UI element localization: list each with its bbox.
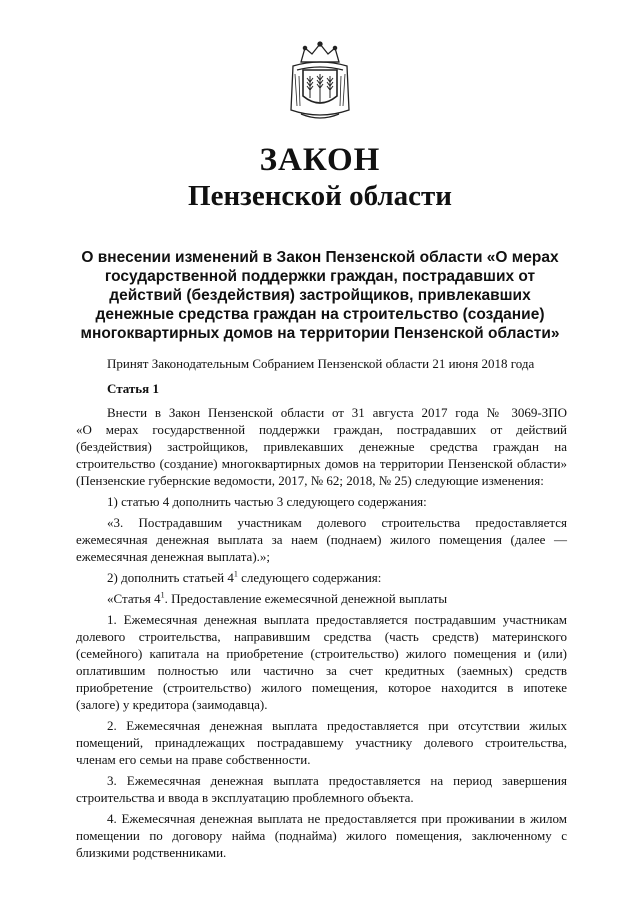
text-line: 2. Ежемесячная денежная выплата предоставляется при отсутствии жилых <box>107 718 567 733</box>
heading-line: государственной поддержки граждан, пострадавших от <box>104 268 536 285</box>
law-heading <box>80 248 560 343</box>
heading-line: многоквартирных домов на территории Пензенской области» <box>80 325 560 342</box>
article-body <box>76 404 567 861</box>
article-intro <box>76 404 567 489</box>
text-line: приобретение (строительство) жилого помещения, которое находится в ипотеке <box>76 680 567 695</box>
superscript: 1 <box>233 569 238 579</box>
document-title: ЗАКОН <box>259 142 381 178</box>
paragraph-3 <box>76 772 567 806</box>
text-line: долевого строительства, направившим средства (часть средств) материнского <box>76 629 567 644</box>
text-line <box>76 569 567 586</box>
text-line: (семейного) капитала на приобретение (строительство) жилого помещения и (или) <box>76 646 567 661</box>
paragraph-1 <box>76 611 567 713</box>
item2-post: следующего содержания: <box>237 570 382 585</box>
list-item <box>76 569 567 586</box>
text-line: членам его семьи на праве собственности. <box>76 752 311 767</box>
text-line: строительство (создание) многоквартирных домов на территории Пензенской области» <box>76 456 567 471</box>
text-line: «3. Пострадавшим участникам долевого строительства предоставляется <box>107 515 567 530</box>
heading-line: действий (бездействия) застройщиков, привлекавших <box>109 287 531 304</box>
text-line: помещении по договору найма (поднайма) жилого помещения, заключенному с <box>76 828 567 843</box>
text-line: 3. Ежемесячная денежная выплата предоставляется на период завершения <box>107 773 567 788</box>
text-line: (залоге) у кредитора (заимодавца). <box>76 697 268 712</box>
coat-of-arms-icon <box>287 40 353 124</box>
new-article-title <box>76 590 567 607</box>
text-line: (Пензенские губернские ведомости, 2017, № 62; 2018, № 25) следующие изменения: <box>76 473 544 488</box>
superscript: 1 <box>160 590 165 600</box>
text-line: 1) статью 4 дополнить частью 3 следующего содержания: <box>107 494 427 509</box>
list-item <box>76 493 567 510</box>
item2-pre: 2) дополнить статьей 4 <box>107 570 234 585</box>
amendment-text <box>76 514 567 565</box>
text-line: ежемесячная денежная выплата).»; <box>76 549 271 564</box>
text-line: оплатившим полностью или частично за счет кредитных (заемных) средств <box>76 663 567 678</box>
heading-line: денежные средства граждан на строительство (создание) <box>95 306 545 323</box>
heading-line: О внесении изменений в Закон Пензенской области «О мерах <box>81 249 559 266</box>
text-line: близкими родственниками. <box>76 845 227 860</box>
paragraph-4 <box>76 810 567 861</box>
text-line: ежемесячная денежная выплата за наем (поднаем) жилого помещения (далее — <box>76 532 567 547</box>
text-line: 4. Ежемесячная денежная выплата не предоставляется при проживании в жилом <box>107 811 567 826</box>
text-line: 1. Ежемесячная денежная выплата предоставляется пострадавшим участникам <box>107 612 567 627</box>
text-line: Внести в Закон Пензенской области от 31 августа 2017 года № 3069-ЗПО <box>107 405 567 420</box>
article-title: Статья 1 <box>107 381 159 396</box>
new-article-pre: «Статья 4 <box>107 591 161 606</box>
text-line <box>76 590 567 607</box>
new-article-post: . Предоставление ежемесячной денежной выплаты <box>164 591 448 606</box>
text-line: строительства и ввода в эксплуатацию проблемного объекта. <box>76 790 414 805</box>
text-line: (бездействия) застройщиков, привлекавших денежные средства граждан на <box>76 439 567 454</box>
document-subtitle: Пензенской области <box>188 180 452 212</box>
paragraph-2 <box>76 717 567 768</box>
text-line: помещений, принадлежащих пострадавшему участнику долевого строительства, <box>76 735 567 750</box>
text-line: «О мерах государственной поддержки граждан, пострадавших от действий <box>76 422 567 437</box>
adoption-note: Принят Законодательным Собранием Пензенской области 21 июня 2018 года <box>107 356 535 371</box>
